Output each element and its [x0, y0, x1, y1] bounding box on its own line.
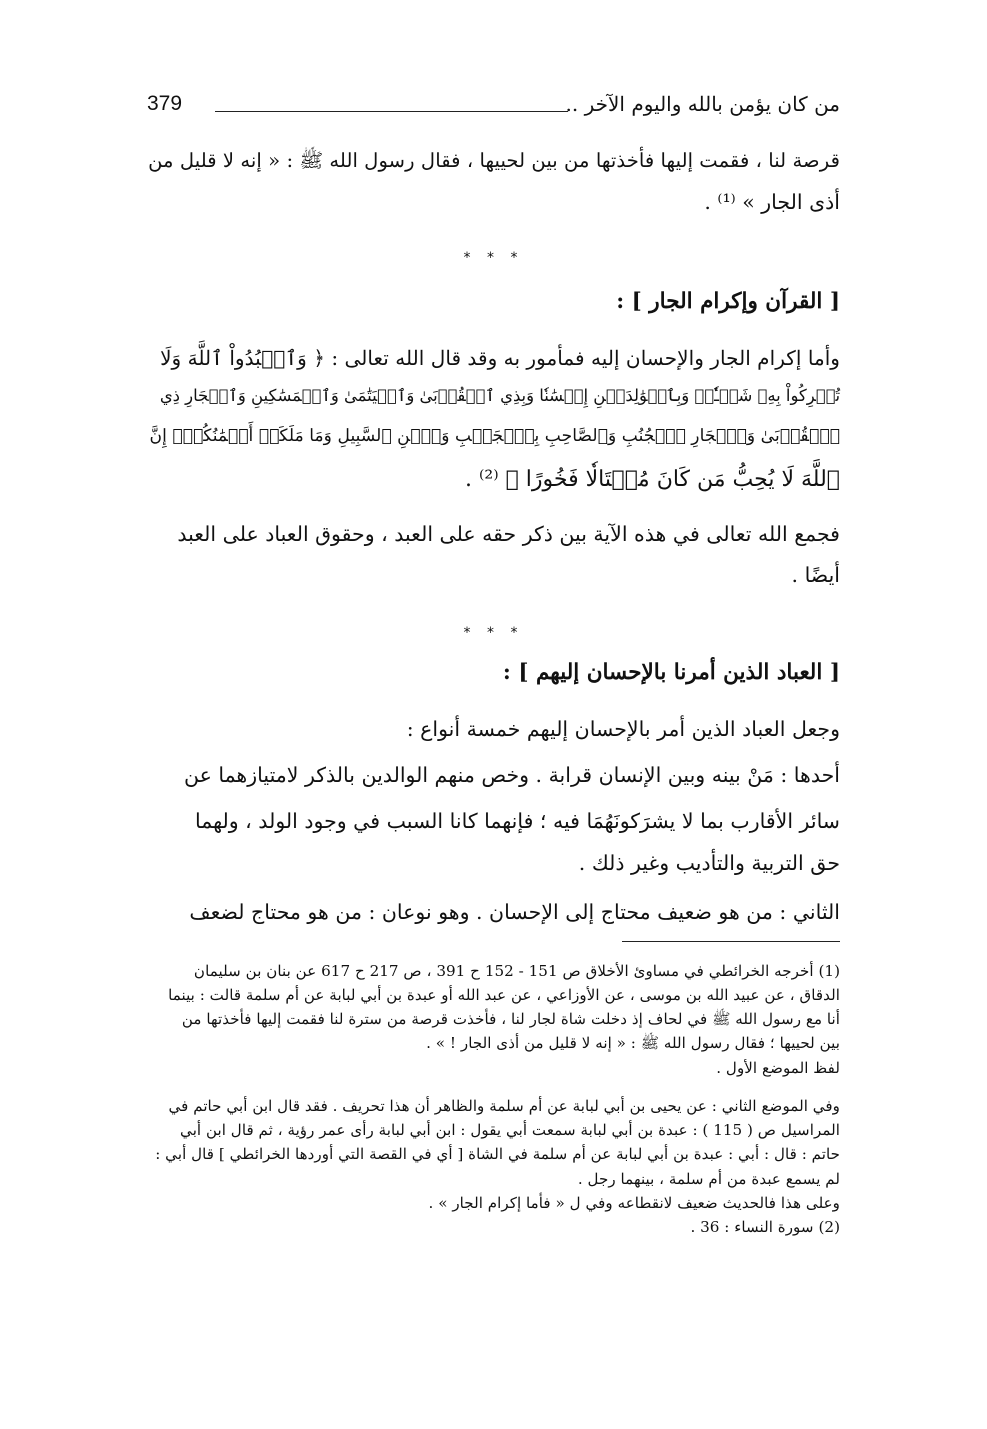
footnote-line: حاتم : قال : أبي : عبدة بن أبي لبابة عن أم سلمة في الشاة [ أي في القصة التي أوردها الخرائطي ] قال أبي :: [155, 1145, 840, 1163]
footnote-line: (2) سورة النساء : 36 .: [690, 1218, 840, 1236]
page-number: 379: [147, 92, 183, 115]
quran-verse-line: ٱللَّهَ لَا يُحِبُّ مَن كَانَ مُخۡتَالٗا فَخُورًا ﴾ ⁽²⁾ .: [465, 467, 840, 492]
footnote-line: الدقاق ، عن عبيد الله بن موسى ، عن الأوزاعي ، عن عبد الله أو عبدة بن أبي لبابة عن أم سلمة قالت : بينما: [168, 986, 840, 1004]
body-line: فجمع الله تعالى في هذه الآية بين ذكر حقه على العبد ، وحقوق العباد على العبد: [177, 522, 840, 546]
footnote-line: لفظ الموضع الأول .: [716, 1059, 840, 1077]
footnote-line: أنا مع رسول الله ﷺ في لحاف إذ دخلت شاة لجار لنا ، فأخذت قرصة من سترة لنا فقمت إليها فأخذتها من: [181, 1010, 840, 1028]
header-title: من كان يؤمن بالله واليوم الآخر ..: [565, 92, 840, 116]
quran-verse-line: ٱلۡقُرۡبَىٰ وَٱلۡجَارِ ٱلۡجُنُبِ وَٱلصَّاحِبِ بِٱلۡجَنۢبِ وَٱبۡنِ ٱلسَّبِيلِ وَمَا مَلَكَتۡ أَيۡمَٰنُكُمۡۗ إِنَّ: [149, 426, 840, 446]
body-line: أحدها : مَنْ بينه وبين الإنسان قرابة . وخص منهم الوالدين بالذكر لامتيازهما عن: [183, 763, 840, 787]
body-line: أذى الجار » ⁽¹⁾ .: [704, 190, 840, 214]
body-line: سائر الأقارب بما لا يشرَكونَهُمَا فيه ؛ فإنهما كانا السبب في وجود الولد ، ولهما: [194, 809, 840, 833]
section-separator: * * *: [463, 250, 524, 266]
footnote-line: بين لحييها ؛ فقال رسول الله ﷺ : « إنه لا قليل من أذى الجار ! » .: [426, 1034, 840, 1052]
body-line: أيضًا .: [791, 563, 840, 587]
running-header: [147, 92, 840, 128]
body-line: وأما إكرام الجار والإحسان إليه فمأمور به وقد قال الله تعالى : ﴿ وَٱعۡبُدُواْ ٱللَّهَ وَلَا: [160, 346, 840, 370]
footnote-line: وعلى هذا فالحديث ضعيف لانقطاعه وفي ل « فأما إكرام الجار » .: [428, 1194, 840, 1212]
section-heading: [ العباد الذين أمرنا بالإحسان إليهم ] :: [502, 660, 840, 685]
footnote-line: المراسيل ص ( 115 ) : عبدة بن أبي لبابة سمعت أبي يقول : ابن أبي لبابة رأى عمر رؤية ، ثم قال ابن أبي: [180, 1121, 840, 1139]
body-line: قرصة لنا ، فقمت إليها فأخذتها من بين لحييها ، فقال رسول الله ﷺ : « إنه لا قليل من: [148, 149, 840, 172]
quran-verse-line: تُشۡرِكُواْ بِهِۦ شَيۡـٔٗاۖ وَبِٱلۡوَٰلِدَيۡنِ إِحۡسَٰنٗا وَبِذِي ٱلۡقُرۡبَىٰ وَٱلۡيَتَٰمَىٰ وَٱلۡمَسَٰكِينِ وَٱلۡجَارِ ذِي: [159, 386, 840, 405]
section-separator: * * *: [463, 625, 524, 641]
footnote-line: (1) أخرجه الخرائطي في مساوئ الأخلاق ص 151 - 152 ح 391 ، ص 217 ح 617 عن بنان بن سليمان: [193, 962, 840, 980]
body-line: الثاني : من هو ضعيف محتاج إلى الإحسان . وهو نوعان : من هو محتاج لضعف: [189, 900, 840, 924]
footnote-line: وفي الموضع الثاني : عن يحيى بن أبي لبابة عن أم سلمة والظاهر أن هذا تحريف . فقد قال ابن أبي حاتم في: [168, 1097, 840, 1115]
header-rule: [215, 111, 568, 112]
body-line: حق التربية والتأديب وغير ذلك .: [578, 851, 840, 875]
footnote-rule: [622, 941, 840, 942]
section-heading: [ القرآن وإكرام الجار ] :: [616, 289, 840, 314]
body-line: وجعل العباد الذين أمر بالإحسان إليهم خمسة أنواع :: [406, 717, 840, 741]
footnote-line: لم يسمع عبدة من أم سلمة ، بينهما رجل .: [577, 1170, 840, 1188]
